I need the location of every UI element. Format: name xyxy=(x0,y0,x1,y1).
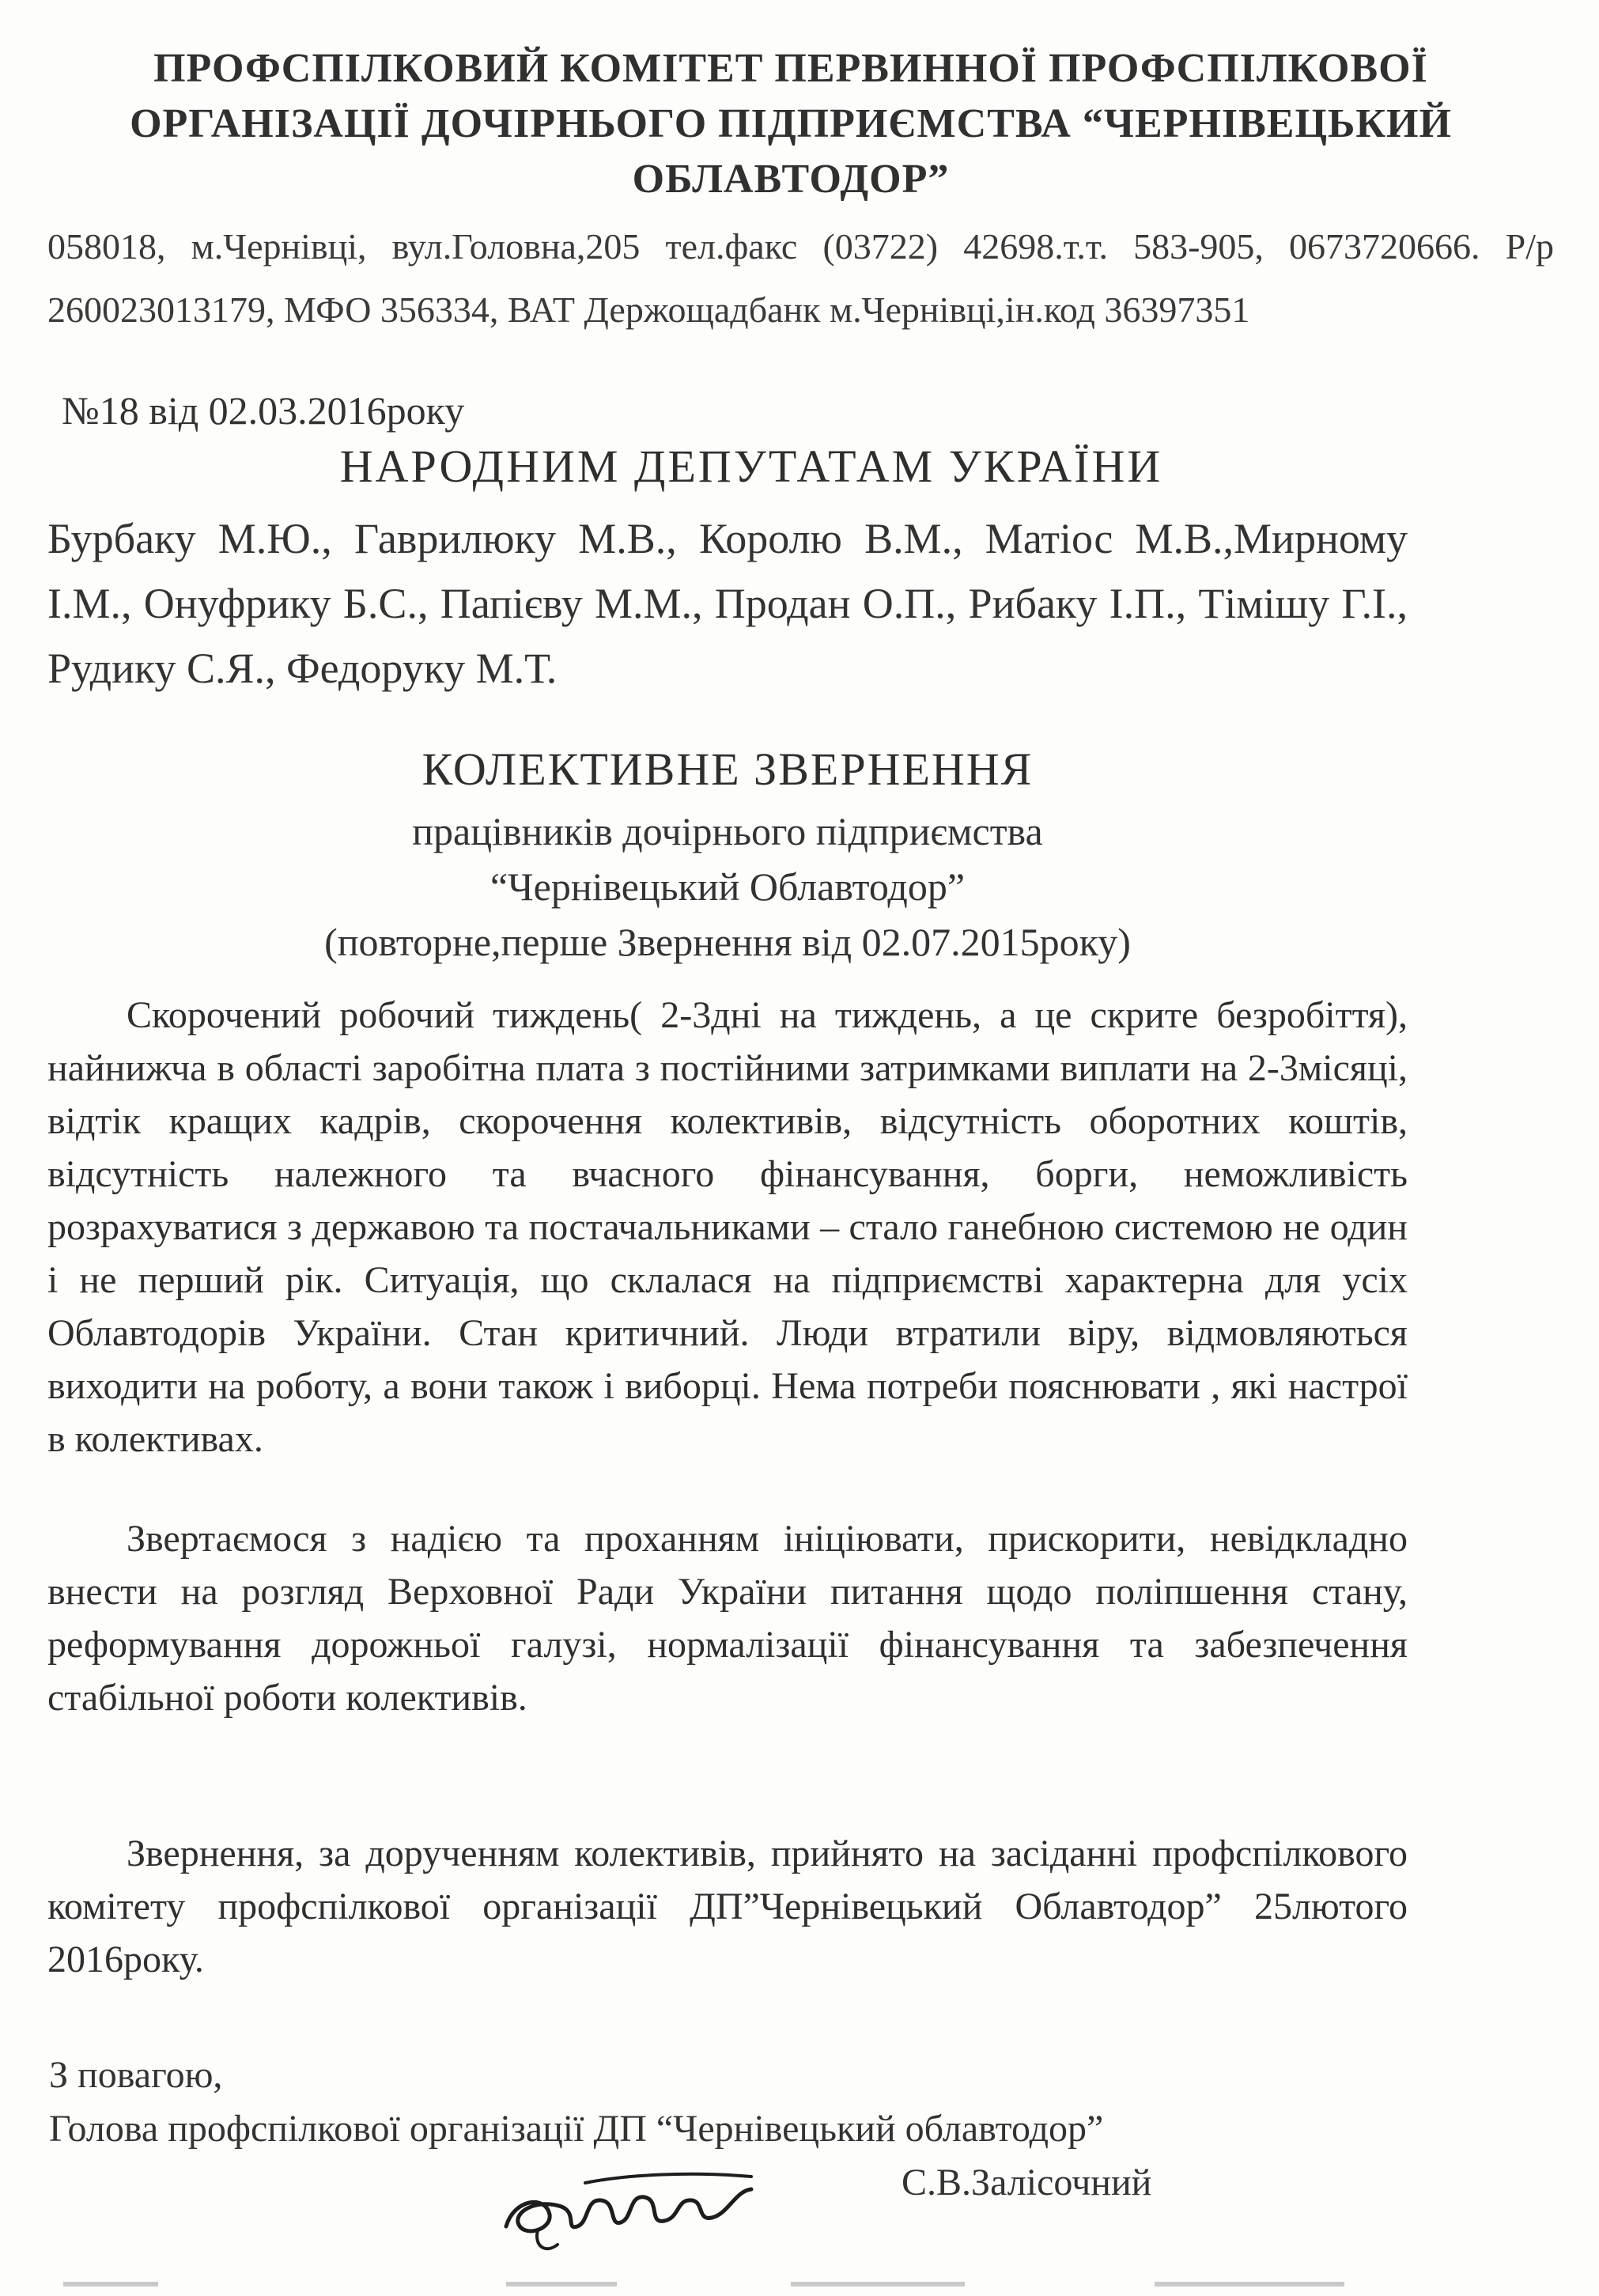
body-paragraph-2: Звертаємося з надією та проханням ініціювати, прискорити, невідкладно внести на розгляд Верховної Ради України питання щодо поліпшення стану, реформування дорожньої галузі, нормалізації фінансування та забезпечення стабільної роботи колективів. xyxy=(47,1518,1408,1719)
appeal-subtitle xyxy=(47,804,1408,970)
organization-title-line-2: ОРГАНІЗАЦІЇ ДОЧІРНЬОГО ПІДПРИЄМСТВА “ЧЕРНІВЕЦЬКИЙ xyxy=(130,101,1452,146)
organization-address: 058018, м.Чернівці, вул.Головна,205 тел.факс (03722) 42698.т.т. 583-905, 0673720666. Р/р 260023013179, МФО 356334, ВАТ Держощадбанк м.Чернівці,ін.код 36397351 xyxy=(47,226,1554,330)
signer-name: С.В.Залісочний xyxy=(902,2162,1152,2203)
organization-title-line-3: ОБЛАВТОДОР” xyxy=(632,157,950,202)
organization-title xyxy=(32,41,1550,207)
closing-regards: З повагою, xyxy=(49,2054,223,2096)
addressee-names: Бурбаку М.Ю., Гаврилюку М.В., Королю В.М., Матіос М.В.,Мирному І.М., Онуфрику Б.С., Папієву М.М., Продан О.П., Рибаку І.П., Тімішу Г.І., Рудику С.Я., Федоруку М.Т. xyxy=(47,515,1408,692)
handwritten-signature xyxy=(490,2151,807,2262)
organization-title-line-1: ПРОФСПІЛКОВИЙ КОМІТЕТ ПЕРВИННОЇ ПРОФСПІЛКОВОЇ xyxy=(153,46,1428,91)
appeal-subtitle-line-1: працівників дочірнього підприємства xyxy=(412,809,1043,853)
signer-position: Голова профспілкової організації ДП “Чернівецький облавтодор” xyxy=(49,2108,1104,2150)
body-paragraph-3: Звернення, за дорученням колективів, прийнято на засіданні профспілкового комітету профспілкової організації ДП”Чернівецький Облавтодор” 25лютого 2016року. xyxy=(47,1833,1408,1980)
appeal-title: КОЛЕКТИВНЕ ЗВЕРНЕННЯ xyxy=(421,743,1034,795)
appeal-subtitle-line-3: (повторне,перше Звернення від 02.07.2015року) xyxy=(324,920,1131,964)
signature-row xyxy=(490,2151,1281,2270)
outgoing-number: №18 від 02.03.2016року xyxy=(62,388,465,433)
scan-artifact xyxy=(63,2282,158,2287)
addressee-title: НАРОДНИМ ДЕПУТАТАМ УКРАЇНИ xyxy=(339,441,1163,492)
scan-artifact xyxy=(506,2282,617,2287)
scan-artifact xyxy=(1155,2282,1344,2287)
closing-block xyxy=(49,2048,1425,2156)
appeal-subtitle-line-2: “Чернівецький Облавтодор” xyxy=(490,864,966,909)
body-paragraph-1: Скорочений робочий тиждень( 2-3дні на тиждень, а це скрите безробіття), найнижча в області заробітна плата з постійними затримками виплати на 2-3місяці, відтік кращих кадрів, скорочення колективів, відсутність оборотних коштів, відсутність належного та вчасного фінансування, борги, неможливість розрахуватися з державою та постачальниками – стало ганебною системою не один і не перший рік. Ситуація, що склалася на підприємстві характерна для усіх Облавтодорів України. Стан критичний. Люди втратили віру, відмовляються виходити на роботу, а вони також і виборці. Нема потреби пояснювати , які настрої в колективах. xyxy=(47,994,1408,1460)
scan-artifact xyxy=(791,2282,965,2287)
